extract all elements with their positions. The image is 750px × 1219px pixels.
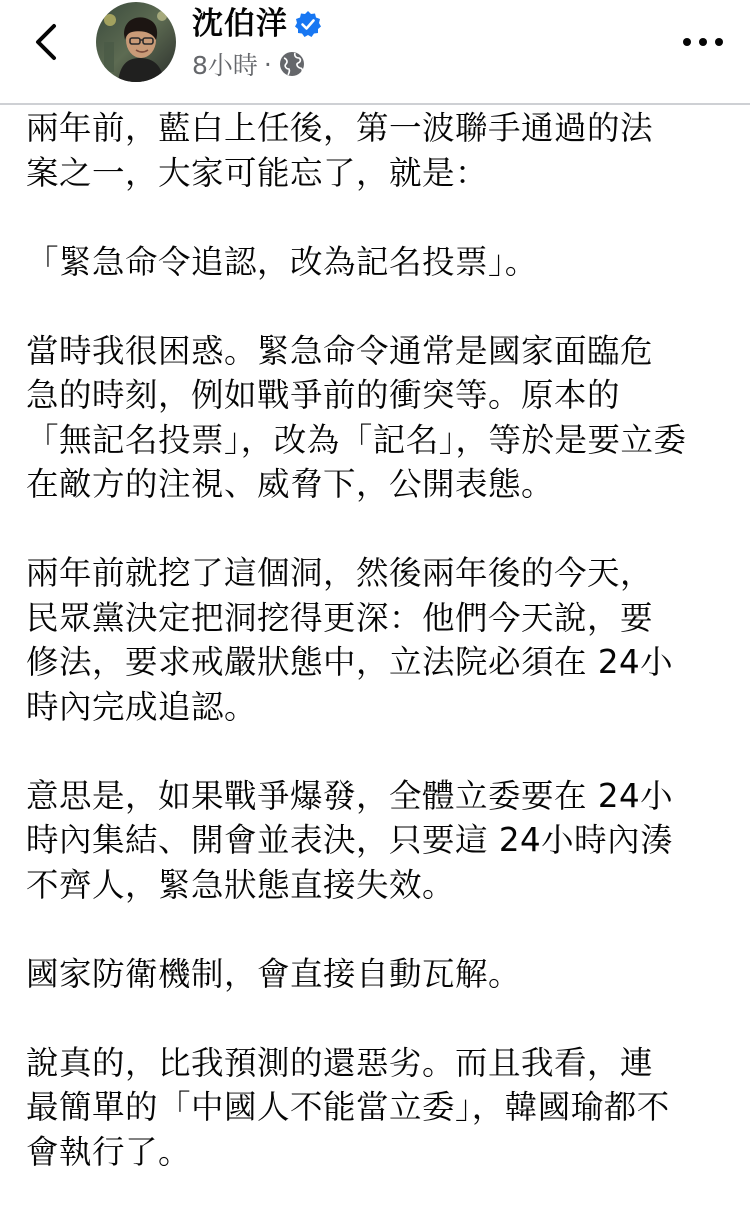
paragraph <box>26 240 726 285</box>
text-line: 時內完成追認。 <box>26 687 258 726</box>
more-horizontal-icon <box>678 24 728 60</box>
paragraph <box>26 952 726 997</box>
post-header <box>0 0 750 104</box>
text-line: 兩年前就挖了這個洞，然後兩年後的今天， <box>26 554 654 592</box>
text-line: 在敵方的注視、威脅下，公開表態。 <box>26 465 555 503</box>
paragraph <box>26 774 726 908</box>
text-line: 急的時刻，例如戰爭前的衝突等。原本的 <box>26 376 621 414</box>
globe-icon <box>278 50 306 78</box>
header-divider <box>0 103 750 105</box>
paragraph <box>26 1041 726 1175</box>
text-line: 當時我很困惑。緊急命令通常是國家面臨危 <box>26 331 654 370</box>
post-body <box>26 106 726 1219</box>
paragraph <box>26 329 726 507</box>
text-line: 「無記名投票」，改為「記名」，等於是要立委 <box>26 420 687 459</box>
more-options-button[interactable] <box>678 24 728 60</box>
text-line: 民眾黨決定把洞挖得更深：他們今天說，要 <box>26 598 654 637</box>
avatar[interactable] <box>96 2 176 82</box>
text-line: 時內集結、開會並表決，只要這 24小時內湊 <box>26 821 674 859</box>
text-line: 修法，要求戒嚴狀態中，立法院必須在 24小 <box>26 643 674 681</box>
author-avatar-image <box>96 2 176 82</box>
text-line: 最簡單的「中國人不能當立委」，韓國瑜都不 <box>26 1088 670 1126</box>
text-line: 案之一，大家可能忘了，就是： <box>26 153 489 192</box>
back-button[interactable] <box>26 20 70 64</box>
post-meta <box>192 46 306 82</box>
paragraph <box>26 106 726 195</box>
text-line: 兩年前，藍白上任後，第一波聯手通過的法 <box>26 109 654 147</box>
text-line: 會執行了。 <box>26 1132 192 1171</box>
paragraph <box>26 551 726 729</box>
text-line: 說真的，比我預測的還惡劣。而且我看，連 <box>26 1043 654 1082</box>
text-line: 意思是，如果戰爭爆發，全體立委要在 24小 <box>26 776 674 815</box>
chevron-left-icon <box>26 20 70 64</box>
author-row <box>192 2 322 46</box>
author-name[interactable]: 沈伯洋 <box>192 6 288 42</box>
verified-badge-icon <box>294 10 322 38</box>
text-line: 「緊急命令追認，改為記名投票」。 <box>26 242 538 281</box>
meta-separator: · <box>263 49 272 79</box>
text-line: 不齊人，緊急狀態直接失效。 <box>26 865 456 904</box>
post-timestamp[interactable]: 8小時 <box>192 51 258 80</box>
text-line: 國家防衛機制，會直接自動瓦解。 <box>26 954 522 993</box>
